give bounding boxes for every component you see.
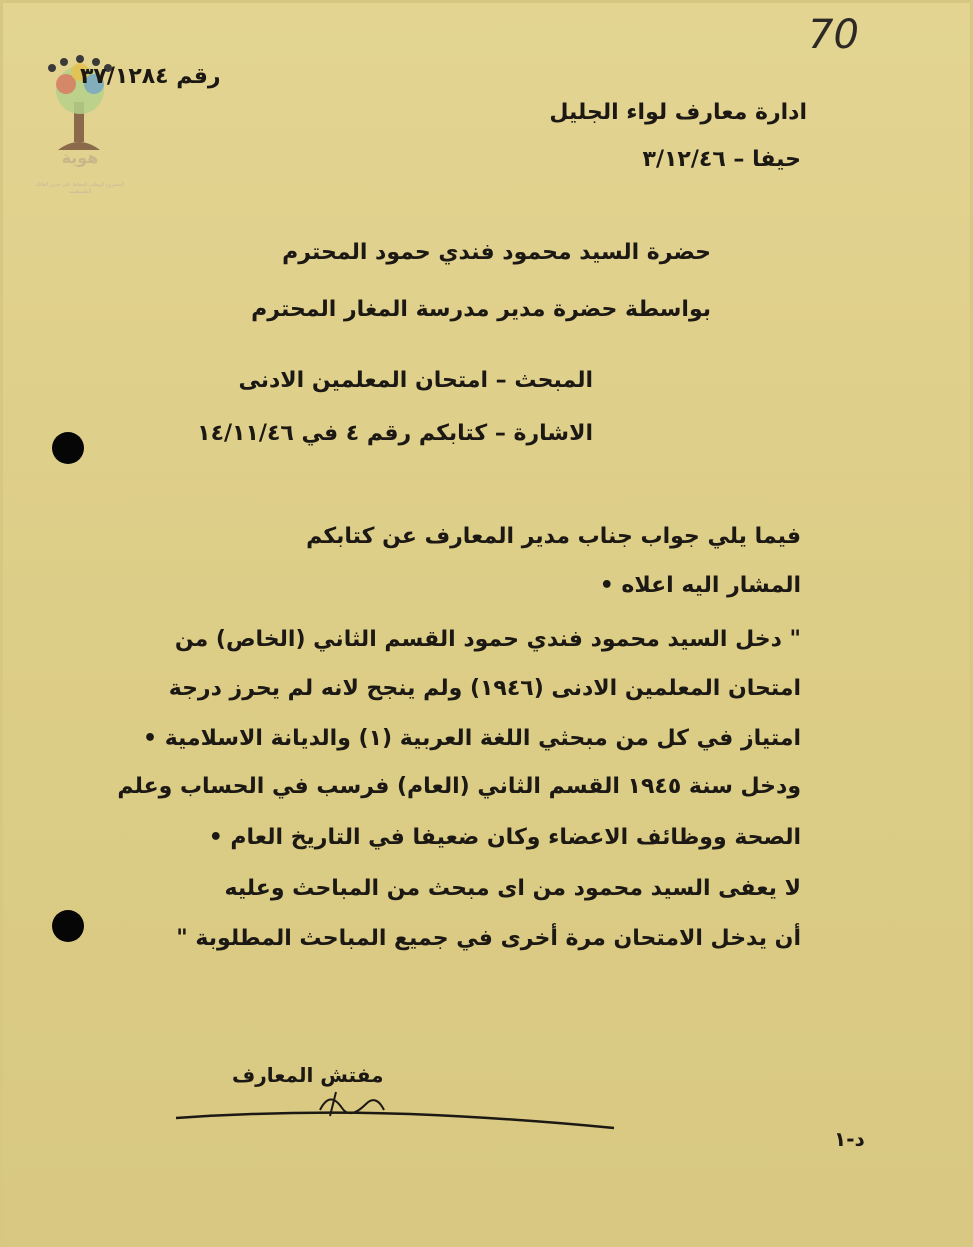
addressee-line-1: حضرة السيد محمود فندي حمود المحترم [282,240,711,265]
body-line: أن يدخل الامتحان مرة أخرى في جميع المباحث المطلوبة " [176,926,801,951]
footer-code: د-١ [834,1127,865,1151]
page-number: 70 [808,12,859,58]
addressee-line-2: بواسطة حضرة مدير مدرسة المغار المحترم [251,297,711,322]
signature-scribble [170,1070,620,1140]
body-line: الصحة ووظائف الاعضاء وكان ضعيفا في التاريخ العام • [208,825,801,850]
body-line: ودخل سنة ١٩٤٥ القسم الثاني (العام) فرسب في الحساب وعلم [117,774,801,799]
signature-title: مفتش المعارف [232,1063,384,1087]
body-line: المشار اليه اعلاه • [599,573,801,598]
place-date: حيفا – ٣/١٢/٤٦ [642,147,801,172]
punch-hole [52,910,84,942]
body-line: لا يعفى السيد محمود من اى مبحث من المباحث وعليه [224,876,801,901]
reference-line: الاشارة – كتابكم رقم ٤ في ١٤/١١/٤٦ [197,421,593,446]
body-line: امتحان المعلمين الادنى (١٩٤٦) ولم ينجح لانه لم يحرز درجة [168,676,801,701]
reference-number: رقم ٣٧/١٢٨٤ [80,64,221,89]
watermark-name: هوية [61,148,99,167]
subject-line: المبحث – امتحان المعلمين الادنى [238,368,593,393]
body-line: فيما يلي جواب جناب مدير المعارف عن كتابكم [306,524,801,549]
body-line: امتياز في كل من مبحثي اللغة العربية (١) والديانة الاسلامية • [142,726,801,751]
sender-department: ادارة معارف لواء الجليل [549,100,807,125]
body-line: " دخل السيد محمود فندي حمود القسم الثاني (الخاص) من [174,627,801,652]
punch-hole [52,432,84,464]
watermark-subtitle: المشروع الوطني للحفاظ على جذور العائلة الفلسطينية [35,182,125,195]
